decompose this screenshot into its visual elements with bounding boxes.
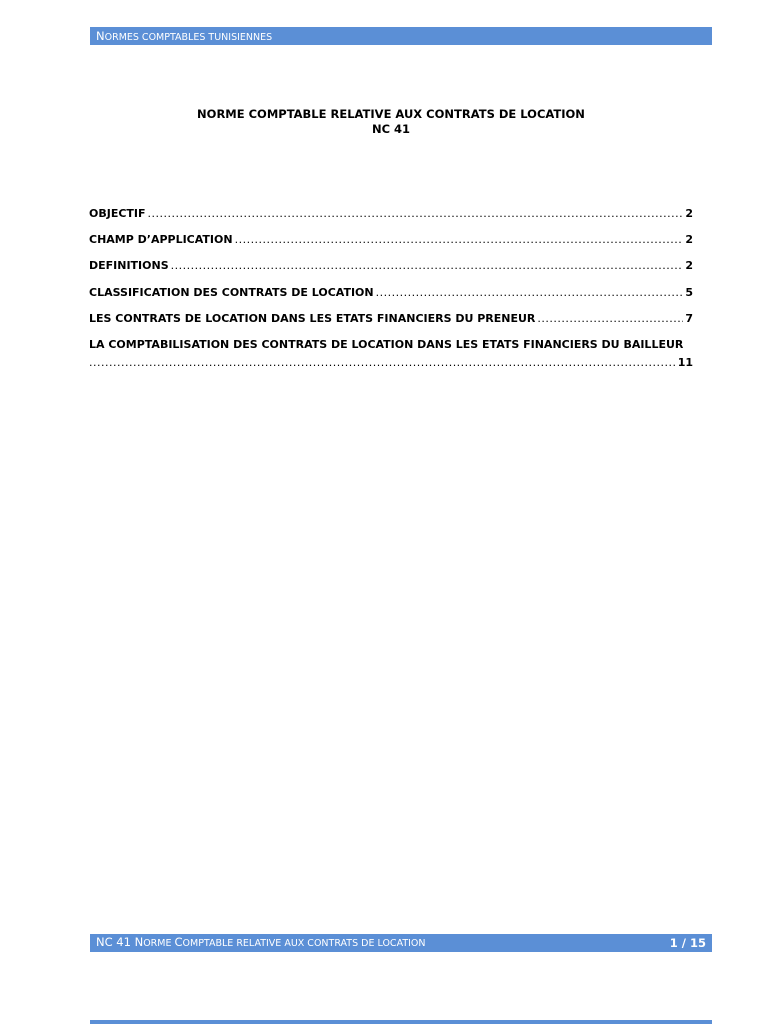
toc-page-number: 2	[685, 207, 693, 220]
footer-text-2: OMPTABLE RELATIVE AUX CONTRATS DE LOCATION	[182, 938, 426, 949]
footer-text-1: ORME	[143, 938, 175, 949]
footer-initial-c: C	[174, 935, 183, 949]
toc-entry-definitions[interactable]	[89, 257, 693, 283]
toc-leader	[89, 354, 676, 372]
toc-leader	[171, 257, 684, 275]
document-title	[90, 107, 692, 137]
header-initial: N	[96, 29, 105, 43]
toc-label: LA COMPTABILISATION DES CONTRATS DE LOCATION DANS LES ETATS FINANCIERS DU BAILLEUR	[89, 337, 684, 351]
toc-entry-preneur[interactable]	[89, 310, 693, 336]
toc-leader	[376, 284, 684, 302]
toc-label: CHAMP D’APPLICATION	[89, 233, 233, 247]
title-line-1: NORME COMPTABLE RELATIVE AUX CONTRATS DE LOCATION	[197, 107, 585, 121]
toc-leader	[148, 205, 684, 223]
toc-page-number: 11	[677, 355, 693, 369]
page-indicator: 1 / 15	[669, 936, 706, 950]
title-line-2: NC 41	[371, 122, 411, 136]
header-text: ORMES COMPTABLES TUNISIENNES	[104, 32, 273, 43]
table-of-contents	[89, 205, 693, 372]
toc-leader	[537, 310, 683, 328]
footer-title	[96, 933, 426, 953]
toc-label: LES CONTRATS DE LOCATION DANS LES ETATS FINANCIERS DU PRENEUR	[89, 311, 536, 325]
toc-page-number: 2	[685, 233, 693, 247]
toc-label: CLASSIFICATION DES CONTRATS DE LOCATION	[89, 285, 374, 299]
toc-entry-champ-application[interactable]	[89, 231, 693, 257]
toc-entry-bailleur[interactable]	[89, 336, 693, 372]
toc-leader	[235, 231, 684, 249]
toc-label: DEFINITIONS	[89, 259, 169, 273]
running-footer	[90, 934, 712, 952]
toc-entry-classification[interactable]	[89, 284, 693, 310]
toc-label: OBJECTIF	[89, 207, 146, 220]
toc-page-number: 2	[685, 259, 693, 273]
toc-page-number: 7	[685, 311, 693, 325]
toc-entry-objectif[interactable]	[89, 205, 693, 231]
bottom-rule	[90, 1020, 712, 1024]
running-header	[90, 27, 712, 45]
toc-page-number: 5	[685, 285, 693, 299]
footer-prefix: NC 41 N	[96, 935, 144, 949]
